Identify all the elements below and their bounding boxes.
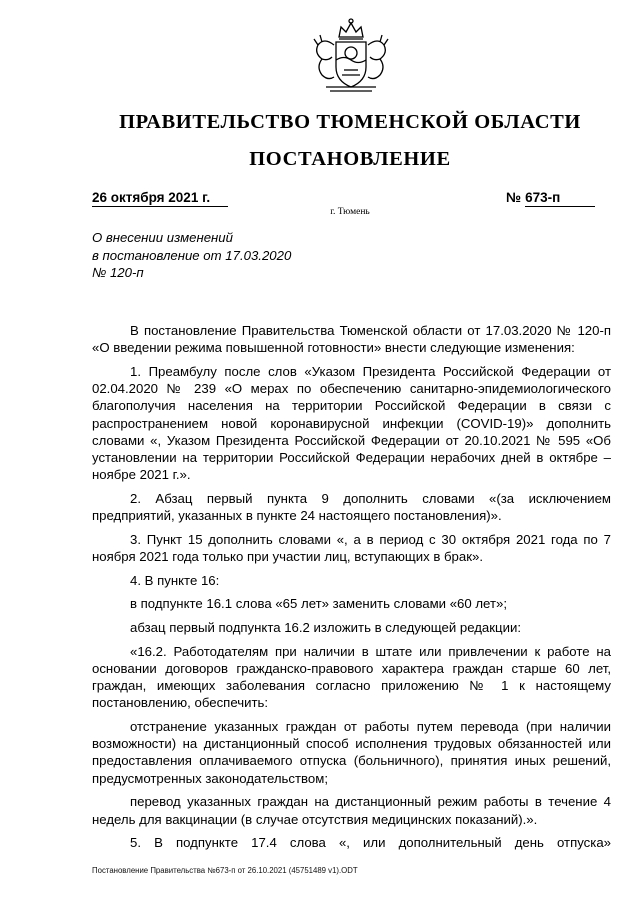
document-subject bbox=[92, 229, 291, 282]
body-paragraph: «16.2. Работодателям при наличии в штате или привлечении к работе на основании договоров гражданско-правового характера граждан старше 60 лет, граждан, имеющих заболевания согласно приложению № 1 к настоящему постановлению, обеспечить: bbox=[92, 643, 611, 711]
subject-line: О внесении изменений bbox=[92, 230, 233, 245]
subject-line: в постановление от 17.03.2020 bbox=[92, 247, 292, 263]
subject-line: № 120-п bbox=[92, 265, 144, 280]
number-value: 673-п bbox=[525, 189, 595, 207]
body-paragraph: абзац первый подпункта 16.2 изложить в следующей редакции: bbox=[130, 620, 521, 636]
body-paragraph: 3. Пункт 15 дополнить словами «, а в период с 30 октября 2021 года по 7 ноября 2021 года только при участии лиц, вступающих в брак». bbox=[92, 531, 611, 564]
document-footer: Постановление Правительства №673-п от 26.10.2021 (45751489 v1).ODT bbox=[92, 866, 358, 875]
coat-of-arms-emblem bbox=[308, 15, 394, 97]
number-prefix: № bbox=[506, 190, 522, 205]
body-paragraph: 4. В пункте 16: bbox=[130, 572, 220, 588]
government-title: ПРАВИТЕЛЬСТВО ТЮМЕНСКОЙ ОБЛАСТИ bbox=[119, 111, 581, 133]
document-body bbox=[92, 322, 611, 851]
document-number bbox=[506, 189, 595, 207]
body-paragraph: отстранение указанных граждан от работы путем перевода (при наличии возможности) на дистанционный способ исполнения трудовых обязанностей или предоставления оплачиваемого отпуска (больничного), принятия иных решений, предусмотренных законодательством; bbox=[92, 719, 611, 786]
city-label: г. Тюмень bbox=[330, 207, 370, 217]
body-paragraph: в подпункте 16.1 слова «65 лет» заменить словами «60 лет»; bbox=[130, 596, 507, 612]
body-paragraph: перевод указанных граждан на дистанционный режим работы в течение 4 недель для вакцинации (в случае отсутствия медицинских показаний).». bbox=[92, 794, 611, 827]
body-paragraph: 5. В подпункте 17.4 слова «, или дополнительный день отпуска» bbox=[130, 835, 611, 851]
body-paragraph: 2. Абзац первый пункта 9 дополнить словами «(за исключением предприятий, указанных в пункте 24 настоящего постановления)». bbox=[92, 490, 611, 524]
body-paragraph-intro: В постановление Правительства Тюменской области от 17.03.2020 № 120-п «О введении режима повышенной готовности» внести следующие изменения: bbox=[92, 323, 611, 356]
document-kind-title: ПОСТАНОВЛЕНИЕ bbox=[249, 148, 451, 170]
body-paragraph: 1. Преамбулу после слов «Указом Президента Российской Федерации от 02.04.2020 № 239 «О мерах по обеспечению санитарно-эпидемиологического благополучия населения на территории Российской Федерации в связи с распространением новой коронавирусной инфекции (COVID-19)» дополнить словами «, Указом Президента Российской Федерации от 20.10.2021 № 595 «Об установлении на территории Российской Федерации нерабочих дней в октябре – ноябре 2021 г.». bbox=[92, 363, 611, 483]
document-date: 26 октября 2021 г. bbox=[92, 189, 228, 207]
